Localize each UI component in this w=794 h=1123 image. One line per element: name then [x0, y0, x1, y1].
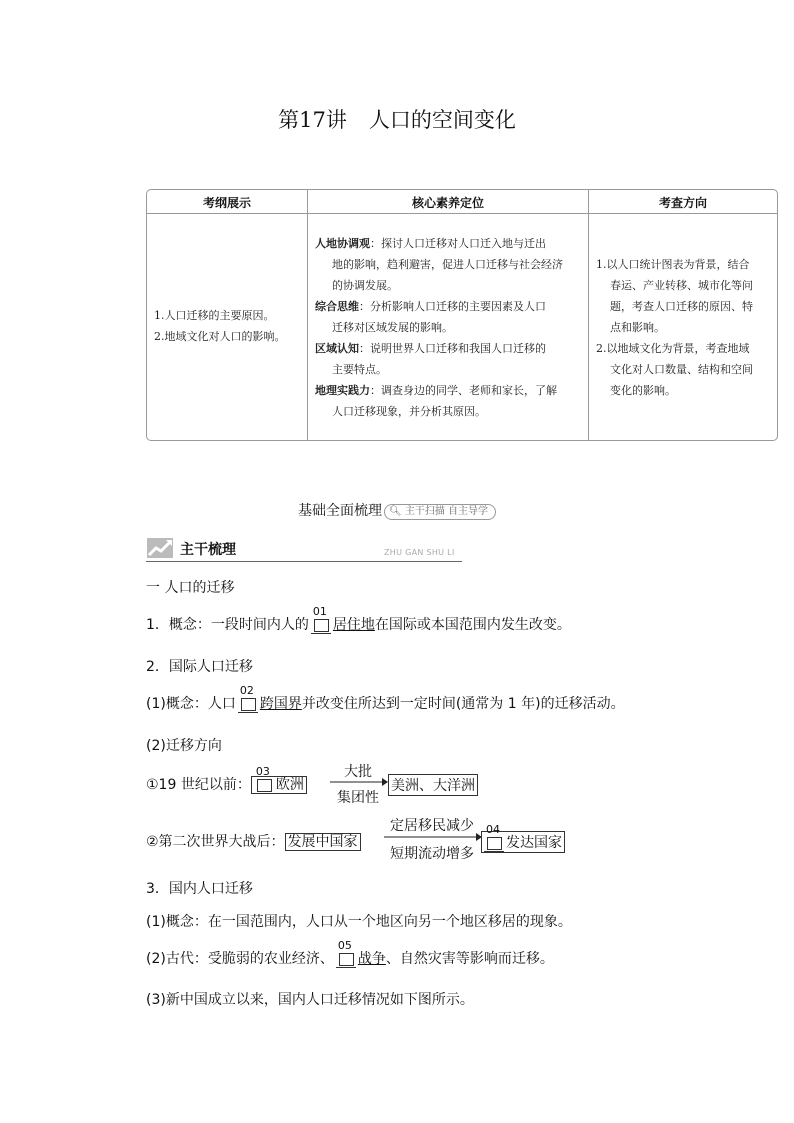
direction-line: 1.以人口统计图表为背景，结合 — [596, 258, 750, 271]
table-header: 考纲展示 — [202, 196, 251, 210]
section-title: 基础全面梳理 — [297, 503, 382, 519]
table-divider — [307, 190, 308, 440]
arrow-icon — [384, 832, 482, 842]
origin-box: 发展中国家 — [285, 833, 361, 851]
direction-line: 点和影响。 — [610, 321, 665, 334]
destination-box: 美洲、大洋洲 — [388, 774, 478, 796]
syllabus-cell — [154, 305, 286, 347]
direction-line: 文化对人口数量、结构和空间 — [610, 363, 753, 376]
overview-table — [146, 189, 778, 441]
concept-line: 1．概念：一段时间内人的 01 居住地在国际或本国范围内发生改变。 — [146, 605, 571, 633]
answer-blank: 02 — [238, 694, 258, 712]
literacy-line: 人口迁移现象，并分析其原因。 — [332, 405, 486, 418]
literacy-item: 人地协调观：探讨人口迁移对人口迁入地与迁出 — [315, 237, 546, 250]
direction-line: 变化的影响。 — [610, 384, 676, 397]
subheading: 2．国际人口迁移 — [146, 659, 253, 675]
arrow-label-top: 定居移民减少 — [390, 818, 474, 834]
arrow-label-bottom: 集团性 — [337, 790, 379, 806]
answer-blank: 05 — [336, 949, 356, 967]
syllabus-item: 2.地域文化对人口的影响。 — [154, 330, 286, 343]
literacy-line: 主要特点。 — [332, 363, 387, 376]
arrow-label-top: 大批 — [344, 764, 372, 780]
zhugan-label: 主干梳理 — [180, 542, 236, 558]
search-icon: 🔍︎ — [388, 506, 402, 517]
table-header: 考查方向 — [658, 196, 707, 210]
flow-line: ②第二次世界大战后： 发展中国家 — [146, 831, 361, 851]
section-tag: 🔍︎ 主干扫描 自主导学 — [384, 504, 496, 520]
literacy-cell — [315, 233, 587, 422]
lecture-name: 人口的空间变化 — [368, 108, 516, 132]
subheading: (2)迁移方向 — [146, 738, 222, 754]
answer-text: 跨国界 — [259, 696, 302, 712]
literacy-item: 区域认知：说明世界人口迁移和我国人口迁移的 — [315, 342, 546, 355]
direction-line: 春运、产业转移、城市化等问 — [610, 279, 753, 292]
section-header — [0, 500, 794, 520]
answer-blank: 03 — [254, 775, 274, 793]
literacy-item: 综合思维：分析影响人口迁移的主要因素及人口 — [315, 300, 546, 313]
page-title — [0, 104, 794, 134]
answer-text: 居住地 — [332, 617, 375, 633]
concept-line: (1)概念：人口 02 跨国界并改变住所达到一定时间(通常为 1 年)的迁移活动。 — [146, 684, 625, 712]
lecture-number: 第17讲 — [278, 108, 347, 132]
zhugan-pinyin: ZHU GAN SHU LI — [384, 548, 455, 557]
literacy-line: 的协调发展。 — [332, 279, 398, 292]
divider — [146, 561, 462, 562]
table-divider — [588, 190, 589, 440]
flow-line: ①19 世纪以前： 03 欧洲 — [146, 774, 307, 794]
literacy-line: 迁移对区域发展的影响。 — [332, 321, 453, 334]
syllabus-item: 1.人口迁移的主要原因。 — [154, 309, 275, 322]
literacy-item: 地理实践力：调查身边的同学、老师和家长，了解 — [315, 384, 557, 397]
concept-line: (3)新中国成立以来，国内人口迁移情况如下图所示。 — [146, 992, 474, 1008]
arrow-icon — [330, 777, 388, 787]
concept-line: (2)古代：受脆弱的农业经济、 05 战争、自然灾害等影响而迁移。 — [146, 939, 554, 967]
direction-line: 题，考查人口迁移的原因、特 — [610, 300, 753, 313]
answer-blank: 01 — [311, 615, 331, 633]
origin-box: 03 欧洲 — [251, 776, 307, 794]
subheading: 3．国内人口迁移 — [146, 881, 253, 897]
exam-direction-cell — [596, 254, 778, 401]
trend-chart-icon — [146, 537, 174, 559]
direction-line: 2.以地域文化为背景，考查地域 — [596, 342, 750, 355]
zhugan-heading — [146, 536, 462, 562]
concept-line: (1)概念：在一国范围内，人口从一个地区向另一个地区移居的现象。 — [146, 914, 572, 930]
arrow-label-bottom: 短期流动增多 — [390, 846, 474, 862]
answer-blank: 04 — [484, 833, 504, 851]
literacy-line: 地的影响，趋利避害，促进人口迁移与社会经济 — [332, 258, 563, 271]
heading-migration: 一 人口的迁移 — [146, 580, 235, 596]
table-header: 核心素养定位 — [411, 196, 484, 210]
destination-box: 04 发达国家 — [481, 831, 565, 853]
answer-text: 战争 — [357, 951, 386, 967]
